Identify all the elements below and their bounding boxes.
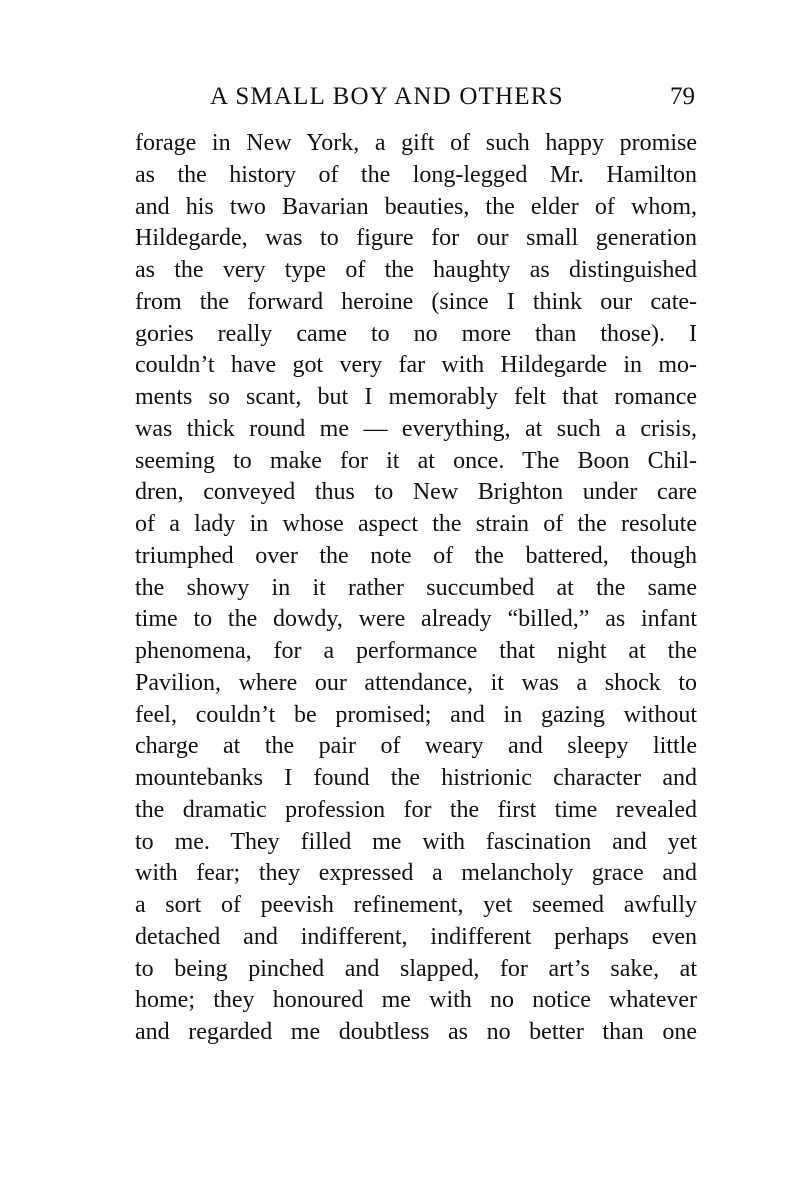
page-number: 79: [670, 83, 695, 110]
text-line: forage in New York, a gift of such happy promise: [135, 130, 697, 156]
text-line: time to the dowdy, were already “billed,” as infant: [135, 606, 697, 633]
text-line: was thick round me — everything, at such a crisis,: [135, 415, 697, 442]
text-line: as the very type of the haughty as distinguished: [135, 257, 697, 283]
body-text: [135, 128, 697, 1049]
text-line: couldn’t have got very far with Hildegarde in mo-: [135, 352, 697, 379]
text-line: detached and indifferent, indifferent perhaps even: [135, 923, 697, 950]
text-line: seeming to make for it at once. The Boon Chil-: [135, 447, 697, 474]
text-line: phenomena, for a performance that night at the: [135, 638, 697, 664]
text-line: Hildegarde, was to figure for our small generation: [135, 225, 697, 252]
text-line: ments so scant, but I memorably felt that romance: [135, 384, 697, 410]
text-line: the showy in it rather succumbed at the same: [135, 574, 697, 601]
running-header: [135, 80, 695, 114]
text-line: home; they honoured me with no notice whatever: [135, 987, 697, 1014]
text-line: feel, couldn’t be promised; and in gazing without: [135, 701, 697, 728]
text-line: charge at the pair of weary and sleepy little: [135, 733, 697, 760]
text-line: and regarded me doubtless as no better than one: [135, 1019, 697, 1045]
text-line: from the forward heroine (since I think our cate-: [135, 288, 697, 315]
text-line: dren, conveyed thus to New Brighton under care: [135, 479, 697, 506]
text-line: to me. They filled me with fascination and yet: [135, 828, 697, 855]
running-title: A SMALL BOY AND OTHERS: [210, 83, 564, 110]
text-line: Pavilion, where our attendance, it was a shock to: [135, 669, 697, 696]
text-line: to being pinched and slapped, for art’s sake, at: [135, 955, 697, 982]
text-line: of a lady in whose aspect the strain of the resolute: [135, 511, 697, 537]
text-line: the dramatic profession for the first time revealed: [135, 796, 697, 823]
text-line: and his two Bavarian beauties, the elder of whom,: [135, 193, 697, 220]
text-line: triumphed over the note of the battered, though: [135, 542, 697, 569]
text-line: with fear; they expressed a melancholy grace and: [135, 860, 697, 887]
text-line: a sort of peevish refinement, yet seemed awfully: [135, 892, 697, 918]
text-line: gories really came to no more than those). I: [135, 320, 697, 347]
text-line: mountebanks I found the histrionic character and: [135, 765, 697, 791]
text-line: as the history of the long-legged Mr. Hamilton: [135, 161, 697, 188]
